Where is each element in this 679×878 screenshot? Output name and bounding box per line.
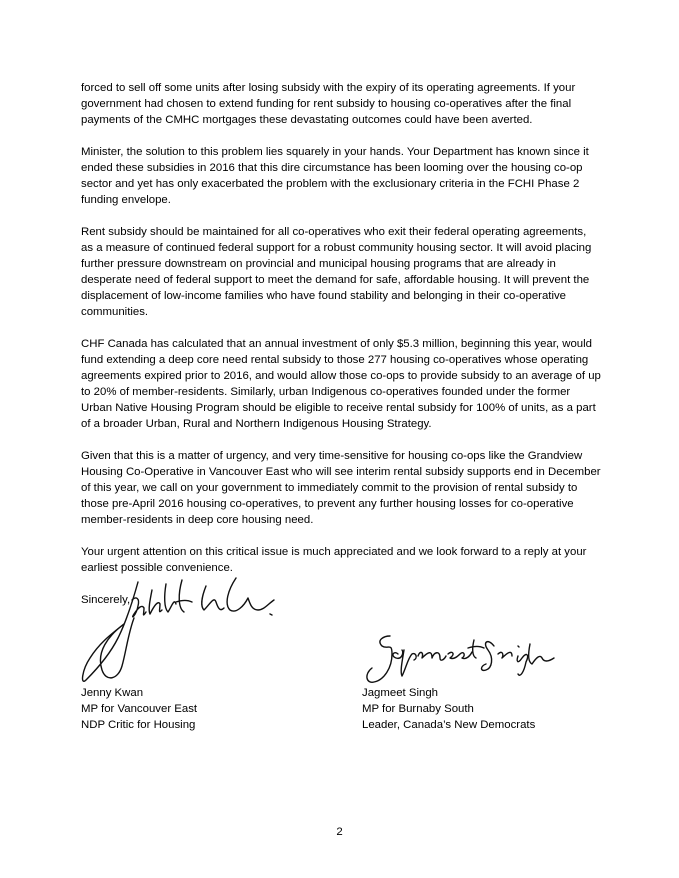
paragraph-minister-solution: Minister, the solution to this problem lies squarely in your hands. Your Department has known since it ended these subsidies in 2016 that this dire circumstance has been looming over the housing co-op sector and yet has only exacerbated the problem with the exclusionary criteria in the FCHI Phase 2 funding envelope. (81, 146, 589, 206)
paragraph-rent-subsidy: Rent subsidy should be maintained for all co-operatives who exit their federal operating agreements, as a measure of continued federal support for a robust community housing sector. It will avoid placing further pressure downstream on provincial and municipal housing programs that are already in desperate need of federal support to meet the demand for safe, affordable housing. It will prevent the displacement of low-income families who have found stability and belonging in their co-operative communities. (81, 226, 592, 318)
signer-singh-title: MP for Burnaby South (362, 703, 474, 715)
signer-singh-name: Jagmeet Singh (362, 687, 438, 699)
signature-singh-image (362, 628, 562, 688)
signer-singh-role: Leader, Canada’s New Democrats (362, 719, 536, 731)
signer-kwan-title: MP for Vancouver East (81, 703, 198, 715)
paragraph-chf-calculation: CHF Canada has calculated that an annual investment of only $5.3 million, beginning this year, would fund extending a deep core need rental subsidy to those 277 housing co-operatives whose operating agreements expired prior to 2016, and would allow those co-ops to provide subsidy to an average of up to 20% of member-residents. Similarly, urban Indigenous co-operatives founded under the former Urban Native Housing Program should be eligible to receive rental subsidy for 100% of units, as a part of a broader Urban, Rural and Northern Indigenous Housing Strategy. (81, 338, 601, 430)
paragraph-subsidy-loss: forced to sell off some units after losing subsidy with the expiry of its operating agreements. If your government had chosen to extend funding for rent subsidy to housing co-operatives after the final payments of the CMHC mortgages these devastating outcomes could have been averted. (81, 82, 576, 126)
letter-body (81, 80, 601, 624)
page-number: 2 (336, 826, 343, 838)
signer-kwan-role: NDP Critic for Housing (81, 719, 196, 731)
signer-kwan (81, 685, 197, 733)
paragraph-urgency: Given that this is a matter of urgency, and very time-sensitive for housing co-ops like the Grandview Housing Co-Operative in Vancouver East who will see interim rental subsidy supports end in December of this year, we call on your government to immediately commit to the provision of rental subsidy to those pre-April 2016 housing co-operatives, to prevent any further housing losses for co-operative member-residents in deep core housing need. (81, 450, 601, 526)
closing-salutation: Sincerely, (81, 594, 131, 606)
signer-kwan-name: Jenny Kwan (81, 687, 144, 699)
signer-singh (362, 685, 535, 733)
signature-kwan-image (78, 570, 278, 688)
paragraph-closing-request: Your urgent attention on this critical issue is much appreciated and we look forward to a reply at your earliest possible convenience. (81, 546, 587, 574)
